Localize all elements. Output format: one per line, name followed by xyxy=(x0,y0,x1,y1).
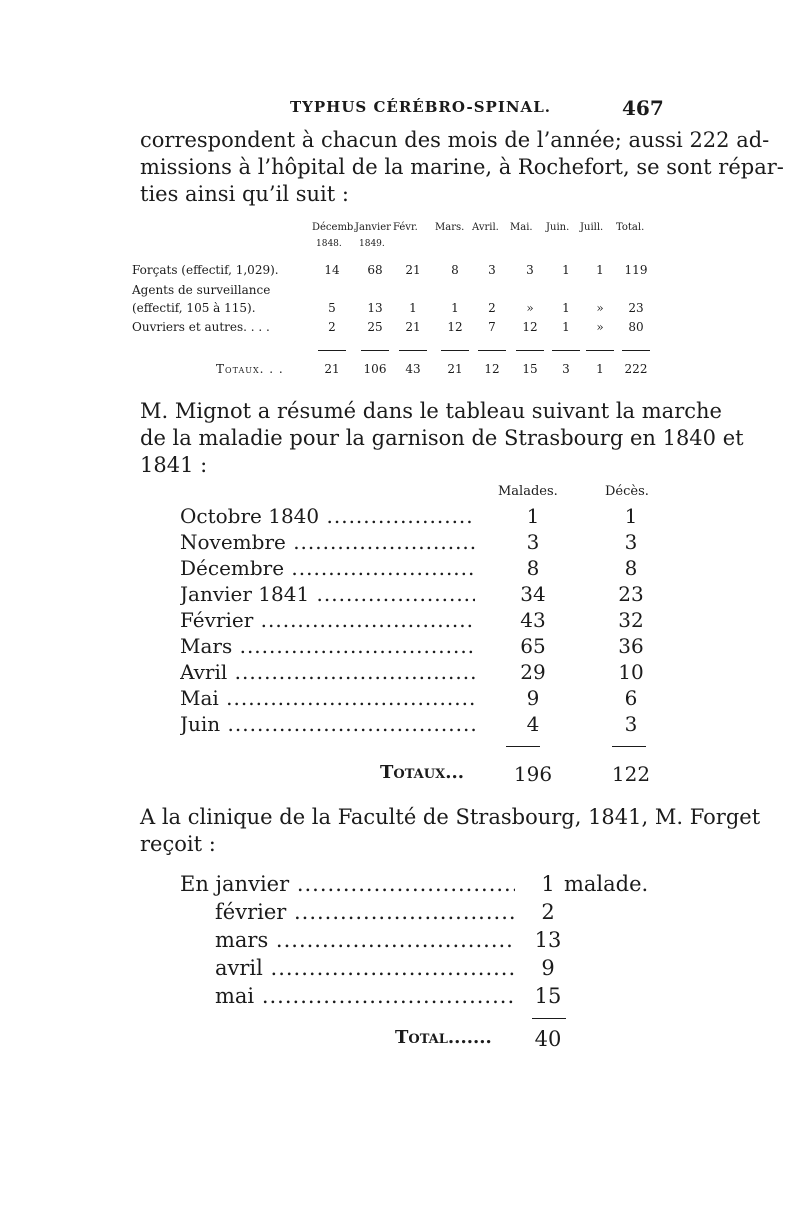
table-row xyxy=(180,582,660,608)
sick-count: 65 xyxy=(520,634,546,658)
sum-rule xyxy=(612,746,646,747)
column-header: Mars. xyxy=(435,222,465,233)
total-cell: 21 xyxy=(447,362,463,376)
clinique-table xyxy=(180,872,649,1052)
table-cell: 80 xyxy=(628,320,644,334)
death-count: 1 xyxy=(624,504,638,528)
row-label: Ouvriers et autres. . . . xyxy=(132,320,270,334)
column-header: Juin. xyxy=(546,222,570,233)
table-row xyxy=(180,956,640,982)
month-label: Octobre 1840 ..... xyxy=(180,504,475,528)
death-count: 23 xyxy=(618,582,644,606)
sick-count: 8 xyxy=(526,556,540,580)
month-label: mars ..... xyxy=(215,928,515,952)
month-label: Décembre ..... xyxy=(180,556,475,580)
table-cell: 23 xyxy=(628,301,644,315)
total-cell: 43 xyxy=(405,362,421,376)
table-cell: 14 xyxy=(324,263,340,277)
column-header: Mai. xyxy=(510,222,533,233)
running-head xyxy=(0,96,800,122)
column-header: Total. xyxy=(616,222,645,233)
table-row xyxy=(180,900,640,926)
text-line: reçoit : xyxy=(140,832,216,856)
row-label: (effectif, 105 à 115). xyxy=(132,301,256,315)
death-count: 36 xyxy=(618,634,644,658)
sum-rule xyxy=(506,746,540,747)
column-header: Décemb. xyxy=(312,222,357,233)
page-number: 467 xyxy=(622,96,664,120)
total-cell: 222 xyxy=(624,362,648,376)
death-count: 8 xyxy=(624,556,638,580)
table-row xyxy=(180,660,660,686)
total-sick: 196 xyxy=(513,762,553,786)
text-line: de la maladie pour la garnison de Strasbourg en 1840 et xyxy=(140,426,744,450)
sick-count: 34 xyxy=(520,582,546,606)
totals-label: Totaux. . . xyxy=(216,362,284,376)
mignot-paragraph xyxy=(140,398,744,479)
table-cell: 1 xyxy=(451,301,459,315)
month-label: Mai ..... xyxy=(180,686,475,710)
table-row xyxy=(180,686,660,712)
sum-rule xyxy=(478,350,506,351)
column-subheader: 1848. xyxy=(316,239,342,249)
total-deaths: 122 xyxy=(611,762,651,786)
table-cell: 12 xyxy=(522,320,538,334)
table-cell: 1 xyxy=(409,301,417,315)
patient-count: 13 xyxy=(534,928,562,952)
table-cell: 3 xyxy=(488,263,496,277)
total-cell: 3 xyxy=(562,362,570,376)
table-cell: 1 xyxy=(562,320,570,334)
patient-count: 15 xyxy=(534,984,562,1008)
table-cell: 1 xyxy=(562,263,570,277)
patient-count: 1 xyxy=(541,872,555,896)
total-cell: 106 xyxy=(363,362,387,376)
sick-count: 4 xyxy=(526,712,540,736)
sum-rule xyxy=(318,350,346,351)
table-cell: 8 xyxy=(451,263,459,277)
text-line: 1841 : xyxy=(140,453,208,477)
month-label: Janvier 1841 ..... xyxy=(180,582,475,606)
death-count: 3 xyxy=(624,530,638,554)
total-cell: 15 xyxy=(522,362,538,376)
month-label: Mars ..... xyxy=(180,634,475,658)
table-row xyxy=(180,608,660,634)
table-row xyxy=(180,504,660,530)
total-count: 40 xyxy=(534,1027,562,1051)
sum-rule xyxy=(552,350,580,351)
table-cell: 7 xyxy=(488,320,496,334)
sick-count: 3 xyxy=(526,530,540,554)
text-line: missions à l’hôpital de la marine, à Rochefort, se sont répar- xyxy=(140,155,784,179)
death-count: 32 xyxy=(618,608,644,632)
month-label: En janvier ..... xyxy=(180,872,515,896)
text-line: M. Mignot a résumé dans le tableau suivant la marche xyxy=(140,399,722,423)
table-cell: 1 xyxy=(562,301,570,315)
sick-count: 29 xyxy=(520,660,546,684)
table-cell: 2 xyxy=(328,320,336,334)
month-label: Novembre ..... xyxy=(180,530,475,554)
table-cell: 21 xyxy=(405,263,421,277)
table-cell: 3 xyxy=(526,263,534,277)
table-cell: 119 xyxy=(624,263,648,277)
sick-count: 43 xyxy=(520,608,546,632)
sum-rule xyxy=(586,350,614,351)
month-label: Février ..... xyxy=(180,608,475,632)
month-label: Avril ..... xyxy=(180,660,475,684)
sum-rule xyxy=(361,350,389,351)
table-cell: » xyxy=(596,301,604,315)
table-row xyxy=(180,634,660,660)
table-cell: 21 xyxy=(405,320,421,334)
table-row xyxy=(180,928,640,954)
month-label: Juin ..... xyxy=(180,712,475,736)
column-header: Févr. xyxy=(393,222,418,233)
table-cell: » xyxy=(596,320,604,334)
table-cell: 13 xyxy=(367,301,383,315)
death-count: 3 xyxy=(624,712,638,736)
total-cell: 12 xyxy=(484,362,500,376)
column-header-deaths: Décès. xyxy=(605,484,649,499)
text-line: ties ainsi qu’il suit : xyxy=(140,182,349,206)
table-row xyxy=(180,530,660,556)
text-line: A la clinique de la Faculté de Strasbourg, 1841, M. Forget xyxy=(140,805,761,829)
sum-rule xyxy=(532,1018,566,1019)
clinique-paragraph xyxy=(140,804,761,858)
column-header: Juill. xyxy=(580,222,604,233)
patient-count: 2 xyxy=(541,900,555,924)
death-count: 6 xyxy=(624,686,638,710)
table-row xyxy=(180,984,640,1010)
table-cell: 2 xyxy=(488,301,496,315)
intro-paragraph xyxy=(140,127,784,208)
total-cell: 1 xyxy=(596,362,604,376)
table-cell: 12 xyxy=(447,320,463,334)
totals-label: Totaux... xyxy=(380,762,464,783)
table-cell: » xyxy=(526,301,534,315)
sum-rule xyxy=(516,350,544,351)
table-row xyxy=(180,712,660,738)
row-label: Agents de surveillance xyxy=(132,283,271,297)
strasbourg-table xyxy=(180,484,660,784)
death-count: 10 xyxy=(618,660,644,684)
text-line: correspondent à chacun des mois de l’année; aussi 222 ad- xyxy=(140,128,770,152)
sick-count: 1 xyxy=(526,504,540,528)
sum-rule xyxy=(399,350,427,351)
totals-label: Total....... xyxy=(395,1027,492,1048)
total-cell: 21 xyxy=(324,362,340,376)
table-cell: 68 xyxy=(367,263,383,277)
table-cell: 5 xyxy=(328,301,336,315)
rochefort-table xyxy=(132,222,672,382)
running-title: TYPHUS CÉRÉBRO-SPINAL. xyxy=(290,98,551,116)
column-header: Avril. xyxy=(472,222,499,233)
table-cell: 25 xyxy=(367,320,383,334)
month-label: avril ..... xyxy=(215,956,515,980)
column-header: Janvier xyxy=(355,222,391,233)
table-row xyxy=(180,872,649,898)
column-subheader: 1849. xyxy=(359,239,385,249)
sum-rule xyxy=(441,350,469,351)
column-header-sick: Malades. xyxy=(498,484,558,499)
patient-count: 9 xyxy=(541,956,555,980)
month-label: mai ..... xyxy=(215,984,515,1008)
unit-label: malade. xyxy=(564,872,649,896)
table-cell: 1 xyxy=(596,263,604,277)
month-label: février ..... xyxy=(215,900,515,924)
table-row xyxy=(180,556,660,582)
sum-rule xyxy=(622,350,650,351)
row-label: Forçats (effectif, 1,029). xyxy=(132,263,279,277)
sick-count: 9 xyxy=(526,686,540,710)
